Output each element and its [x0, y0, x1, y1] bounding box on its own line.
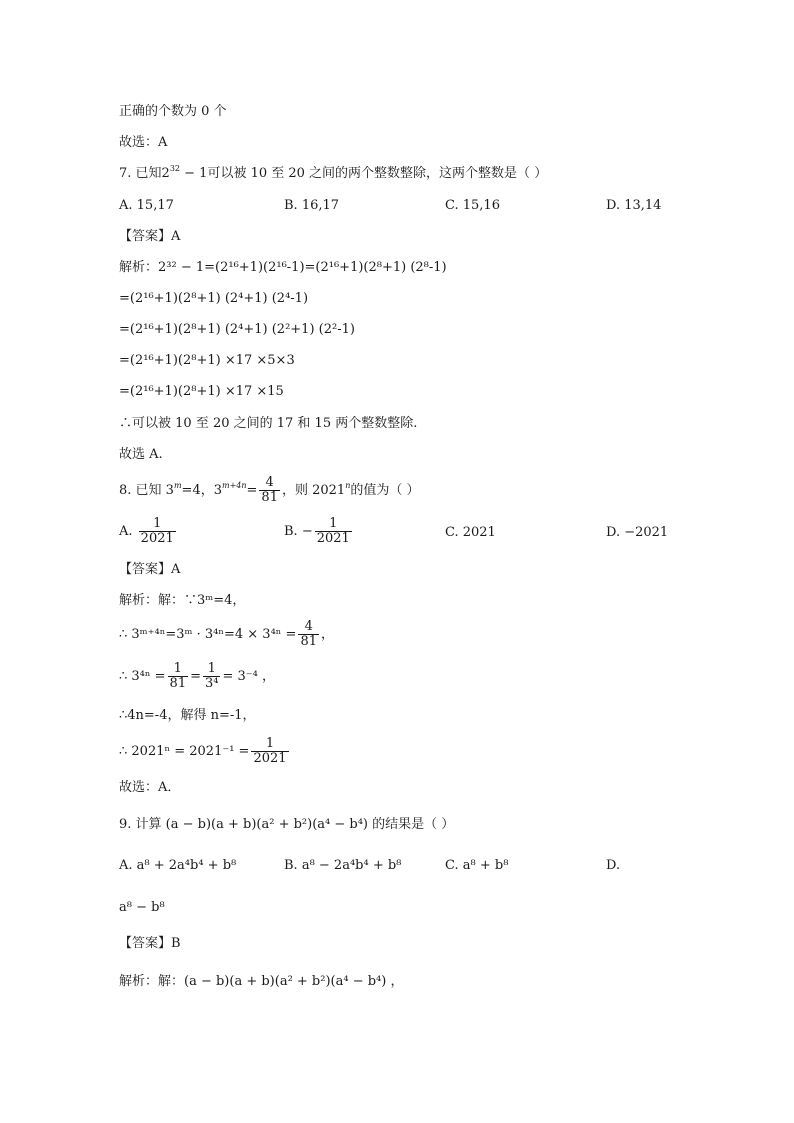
q9-option-b: B. a⁸ − 2a⁴b⁴ + b⁸	[284, 858, 402, 873]
q8-answer: 【答案】A	[119, 562, 181, 577]
q8-solution-line: ∴4n=-4，解得 n=-1，	[119, 708, 256, 723]
q8-option-d: D. −2021	[606, 525, 669, 540]
q9-answer: 【答案】B	[119, 936, 181, 951]
q8-solution-line: ∴ 3ᵐ⁺⁴ⁿ=3ᵐ · 3⁴ⁿ=4 × 3⁴ⁿ = $\frac{4}{81}$ ，	[119, 619, 334, 649]
q7-option-a: A. 15,17	[119, 198, 174, 213]
q7-solution-line: 解析：2³² − 1=(2¹⁶+1)(2¹⁶-1)=(2¹⁶+1)(2⁸+1) (2⁸-1)	[119, 260, 447, 275]
q9-solution-line: 解析：解：(a − b)(a + b)(a² + b²)(a⁴ − b⁴) ，	[119, 974, 404, 989]
q9-option-d-text: a⁸ − b⁸	[119, 900, 165, 915]
question-8-stem: 8. 已知 $3^m=4$，$3^{m+4n}=$ $\frac{4}{81}$ ，则 2021$^n$的值为（ ）	[119, 475, 420, 505]
q7-conclusion: ∴可以被 10 至 20 之间的 17 和 15 两个整数整除.	[119, 416, 418, 431]
q8-solution-line: 解析：解：∵3ᵐ=4，	[119, 593, 246, 608]
q8-choose: 故选：A．	[119, 780, 181, 795]
q7-solution-line: =(2¹⁶+1)(2⁸+1) ×17 ×5×3	[119, 353, 295, 368]
question-9-stem: 9. 计算 (a − b)(a + b)(a² + b²)(a⁴ − b⁴) 的结果是（ ）	[119, 817, 455, 832]
fraction: $\frac{4}{81}$	[261, 475, 278, 505]
q7-choose: 故选 A.	[119, 447, 163, 462]
question-7-stem: 7. 已知$2^{32} - 1$可以被 10 至 20 之间的两个整数整除，这两个整数是（ ）	[119, 164, 548, 181]
q7-option-b: B. 16,17	[284, 198, 340, 213]
q8-solution-line: ∴ 3⁴ⁿ = $\frac{1}{81}$ = $\frac{1}{\text{3⁴}}$ = 3⁻⁴ ，	[119, 661, 275, 691]
q7-solution-line: =(2¹⁶+1)(2⁸+1) (2⁴+1) (2⁴-1)	[119, 291, 309, 306]
q7-solution-line: =(2¹⁶+1)(2⁸+1) ×17 ×15	[119, 384, 284, 399]
q8-option-b: B. − $\frac{1}{2021}$	[284, 516, 350, 546]
q7-option-d: D. 13,14	[606, 198, 662, 213]
q8-option-c: C. 2021	[445, 525, 496, 540]
text-line: 正确的个数为 0 个	[119, 104, 227, 119]
q9-option-d: D.	[606, 858, 621, 873]
q9-option-c: C. a⁸ + b⁸	[445, 858, 509, 873]
q9-option-a: A. a⁸ + 2a⁴b⁴ + b⁸	[119, 858, 237, 873]
q8-solution-line: ∴ 2021ⁿ = 2021⁻¹ = $\frac{1}{2021}$	[119, 736, 287, 766]
q7-answer: 【答案】A	[119, 229, 181, 244]
q8-option-a: A. $\frac{1}{2021}$	[119, 516, 174, 546]
text-line: 故选：A	[119, 135, 168, 150]
q7-option-c: C. 15,16	[445, 198, 500, 213]
q7-solution-line: =(2¹⁶+1)(2⁸+1) (2⁴+1) (2²+1) (2²-1)	[119, 322, 355, 337]
